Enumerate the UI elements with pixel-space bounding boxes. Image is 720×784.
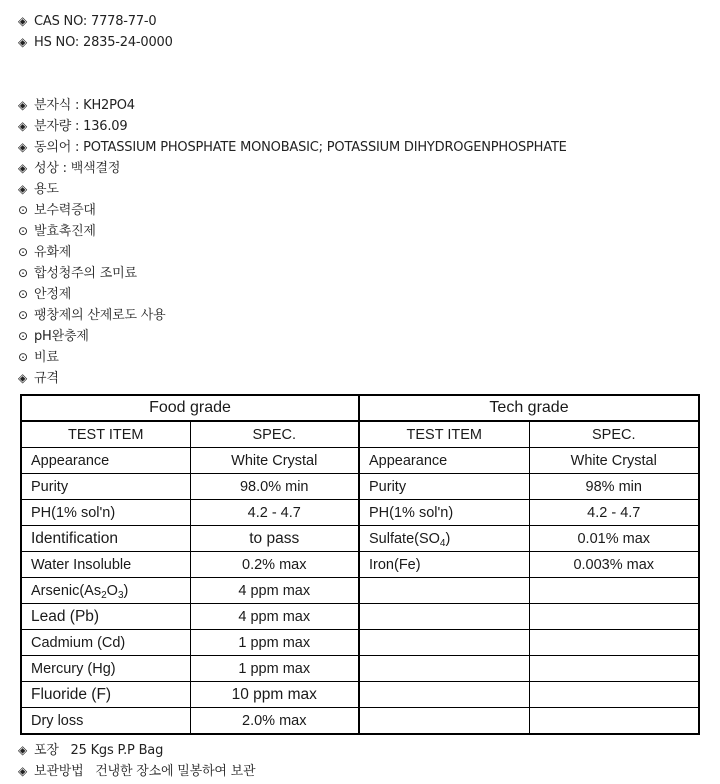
tech-empty-cell: [359, 682, 529, 708]
use-label: 비료: [34, 350, 59, 365]
tech-empty-cell: [359, 578, 529, 604]
tech-item: [359, 526, 529, 552]
sulfate-close: ): [445, 530, 451, 547]
tech-empty-cell: [359, 656, 529, 682]
circle-bullet-icon: ⊙: [18, 350, 28, 364]
tech-col-spec-header: SPEC.: [529, 421, 699, 448]
tech-spec: White Crystal: [529, 448, 699, 474]
use-label: 안정제: [34, 287, 72, 302]
food-item: Cadmium (Cd): [21, 630, 190, 656]
table-row: [21, 500, 699, 526]
diamond-bullet-icon: ◈: [18, 14, 28, 28]
table-row: [21, 474, 699, 500]
diamond-bullet-icon: ◈: [18, 119, 28, 133]
table-row: [21, 708, 699, 735]
uses-title-line: [18, 179, 59, 199]
food-spec: 98.0% min: [190, 474, 359, 500]
food-spec: 2.0% max: [190, 708, 359, 735]
tech-grade-title: Tech grade: [359, 395, 699, 421]
food-spec: 10 ppm max: [190, 682, 359, 708]
spec-title: 규격: [34, 371, 59, 386]
sulfate-subscript: 4: [439, 537, 446, 549]
tech-empty-cell: [359, 630, 529, 656]
food-item: Mercury (Hg): [21, 656, 190, 682]
table-row: [21, 656, 699, 682]
diamond-bullet-icon: ◈: [18, 182, 28, 196]
column-header-row: [21, 421, 699, 448]
storage-line: [18, 761, 255, 781]
food-item: PH(1% sol'n): [21, 500, 190, 526]
diamond-bullet-icon: ◈: [18, 371, 28, 385]
arsenic-subscript: 3: [117, 589, 124, 601]
molecular-formula: 분자식 : KH2PO4: [34, 98, 135, 113]
appearance-line: [18, 158, 120, 178]
use-item: [18, 221, 96, 241]
food-item: [21, 578, 190, 604]
arsenic-label: Arsenic(As: [31, 582, 102, 599]
food-item: Fluoride (F): [21, 682, 190, 708]
circle-bullet-icon: ⊙: [18, 203, 28, 217]
cas-number-line: [18, 11, 156, 31]
use-item: [18, 284, 71, 304]
tech-spec: 0.003% max: [529, 552, 699, 578]
molecular-mass: 분자량 : 136.09: [34, 119, 128, 134]
food-item: Water Insoluble: [21, 552, 190, 578]
food-grade-title: Food grade: [21, 395, 359, 421]
table-row: [21, 552, 699, 578]
food-item: Identification: [21, 526, 190, 552]
circle-bullet-icon: ⊙: [18, 329, 28, 343]
use-label: 발효촉진제: [34, 224, 96, 239]
food-item: Purity: [21, 474, 190, 500]
circle-bullet-icon: ⊙: [18, 266, 28, 280]
food-col-item-header: TEST ITEM: [21, 421, 190, 448]
tech-col-item-header: TEST ITEM: [359, 421, 529, 448]
arsenic-subscript: 2: [101, 589, 107, 601]
table-row: [21, 526, 699, 552]
arsenic-oxygen: O: [106, 582, 118, 599]
appearance: 성상 : 백색결정: [34, 161, 121, 176]
table-row: [21, 578, 699, 604]
diamond-bullet-icon: ◈: [18, 743, 28, 757]
packing: 포장 25 Kgs P.P Bag: [34, 743, 164, 758]
sulfate-label: Sulfate(SO: [369, 530, 440, 547]
food-spec: 0.2% max: [190, 552, 359, 578]
tech-empty-cell: [529, 578, 699, 604]
tech-empty-cell: [529, 682, 699, 708]
hs-number-line: [18, 32, 173, 52]
circle-bullet-icon: ⊙: [18, 287, 28, 301]
specification-table: [20, 394, 700, 735]
mass-line: [18, 116, 127, 136]
tech-empty-cell: [359, 604, 529, 630]
diamond-bullet-icon: ◈: [18, 764, 28, 778]
synonym: 동의어 : POTASSIUM PHOSPHATE MONOBASIC; POTASSIUM DIHYDROGENPHOSPHATE: [34, 140, 567, 155]
tech-empty-cell: [359, 708, 529, 735]
use-label: 보수력증대: [34, 203, 96, 218]
arsenic-close: ): [123, 582, 129, 599]
tech-empty-cell: [529, 708, 699, 735]
food-spec: to pass: [190, 526, 359, 552]
use-item: [18, 263, 137, 283]
diamond-bullet-icon: ◈: [18, 140, 28, 154]
use-item: [18, 200, 96, 220]
circle-bullet-icon: ⊙: [18, 224, 28, 238]
food-spec: White Crystal: [190, 448, 359, 474]
packing-line: [18, 740, 163, 760]
cas-number: CAS NO: 7778-77-0: [34, 14, 157, 29]
tech-spec: 4.2 - 4.7: [529, 500, 699, 526]
food-item: Appearance: [21, 448, 190, 474]
food-spec: 4.2 - 4.7: [190, 500, 359, 526]
use-item: [18, 326, 89, 346]
diamond-bullet-icon: ◈: [18, 161, 28, 175]
food-spec: 4 ppm max: [190, 578, 359, 604]
table-row: [21, 682, 699, 708]
tech-empty-cell: [529, 656, 699, 682]
use-label: 팽창제의 산제로도 사용: [34, 308, 166, 323]
use-item: [18, 347, 59, 367]
use-label: pH완충제: [34, 329, 89, 344]
diamond-bullet-icon: ◈: [18, 98, 28, 112]
synonym-line: [18, 137, 567, 157]
use-label: 합성청주의 조미료: [34, 266, 137, 281]
tech-item: Iron(Fe): [359, 552, 529, 578]
circle-bullet-icon: ⊙: [18, 308, 28, 322]
table-row: [21, 448, 699, 474]
diamond-bullet-icon: ◈: [18, 35, 28, 49]
food-item: Dry loss: [21, 708, 190, 735]
food-spec: 4 ppm max: [190, 604, 359, 630]
formula-line: [18, 95, 135, 115]
tech-item: Purity: [359, 474, 529, 500]
storage: 보관방법 건냉한 장소에 밀봉하여 보관: [34, 764, 256, 779]
food-spec: 1 ppm max: [190, 630, 359, 656]
food-col-spec-header: SPEC.: [190, 421, 359, 448]
tech-empty-cell: [529, 604, 699, 630]
tech-item: Appearance: [359, 448, 529, 474]
table-row: [21, 604, 699, 630]
circle-bullet-icon: ⊙: [18, 245, 28, 259]
tech-item: PH(1% sol'n): [359, 500, 529, 526]
use-label: 유화제: [34, 245, 72, 260]
food-item: Lead (Pb): [21, 604, 190, 630]
table-row: [21, 630, 699, 656]
tech-spec: 98% min: [529, 474, 699, 500]
use-item: [18, 242, 71, 262]
spec-title-line: [18, 368, 59, 388]
tech-empty-cell: [529, 630, 699, 656]
hs-number: HS NO: 2835-24-0000: [34, 35, 173, 50]
uses-title: 용도: [34, 182, 59, 197]
tech-spec: 0.01% max: [529, 526, 699, 552]
grade-header-row: [21, 395, 699, 421]
use-item: [18, 305, 165, 325]
food-spec: 1 ppm max: [190, 656, 359, 682]
